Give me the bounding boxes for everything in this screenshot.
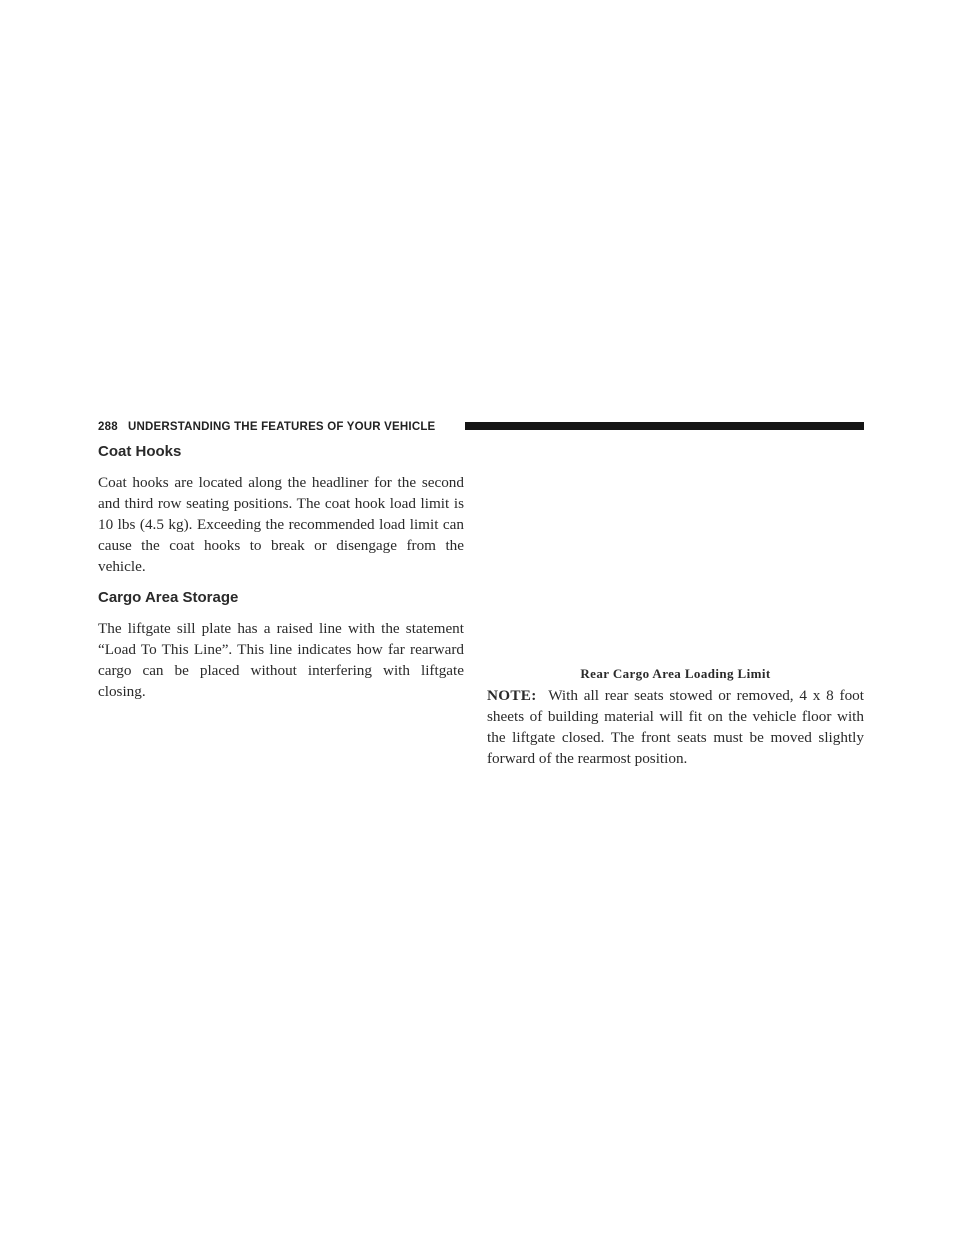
note-label: NOTE: — [487, 687, 537, 704]
page-header — [98, 419, 864, 435]
header-rule — [465, 422, 864, 430]
cargo-storage-paragraph: The liftgate sill plate has a raised line with the statement “Load To This Line”. This line indicates how far rearward cargo can be placed without interfering with liftgate closing. — [98, 620, 464, 700]
note-block — [487, 685, 864, 769]
cargo-loading-figure — [487, 440, 864, 662]
note-text: With all rear seats stowed or removed, 4 x 8 foot sheets of building material will fit on the vehicle floor with the liftgate closed. The front seats must be moved slightly forward of the rearmost position. — [487, 687, 864, 767]
coat-hooks-paragraph: Coat hooks are located along the headliner for the second and third row seating positions. The coat hook load limit is 10 lbs (4.5 kg). Exceeding the recommended load limit can cause the coat hooks to break or disengage from the vehicle. — [98, 474, 464, 575]
left-column — [98, 440, 464, 702]
page-number: 288 — [98, 421, 118, 433]
section-title: UNDERSTANDING THE FEATURES OF YOUR VEHICLE — [128, 421, 436, 433]
coat-hooks-heading: Coat Hooks — [98, 443, 182, 460]
figure-caption: Rear Cargo Area Loading Limit — [580, 666, 771, 681]
note-paragraph — [487, 685, 864, 769]
cargo-storage-heading: Cargo Area Storage — [98, 589, 239, 606]
